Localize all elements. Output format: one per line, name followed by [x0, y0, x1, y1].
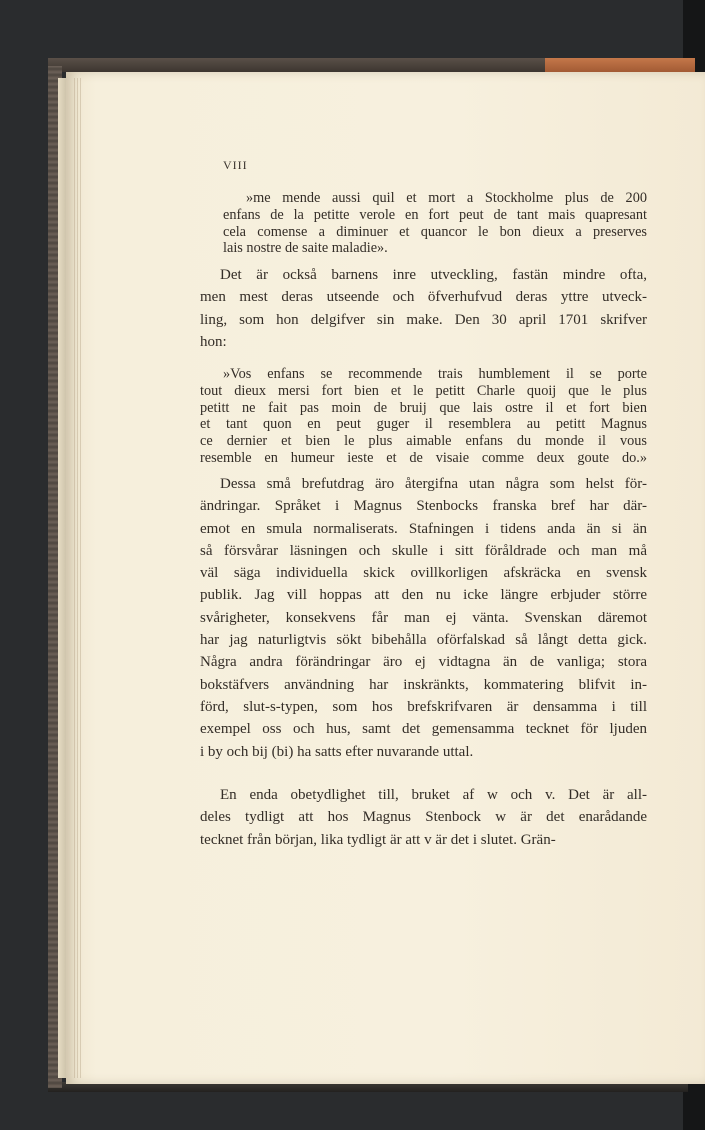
text-line: så försvårar läsningen och skulle i sitt föråldrade och man må — [200, 542, 647, 559]
text-line: emot en smula normaliserats. Stafningen i tidens anda än si än — [200, 520, 647, 537]
text-line: et tant quon en peut guger il resemblera au petitt Magnus — [200, 416, 647, 433]
text-line: En enda obetydlighet till, bruket af w och v. Det är all- — [220, 787, 647, 803]
text-line: Dessa små brefutdrag äro återgifna utan några som helst för- — [220, 476, 647, 492]
book-gutter — [58, 78, 66, 1078]
text-line: deles tydligt att hos Magnus Stenbock w är det enarådande — [200, 809, 647, 826]
text-line: i by och bij (bi) ha satts efter nuvarande uttal. — [200, 743, 474, 760]
quote-block-2 — [200, 366, 647, 467]
paragraph-1 — [200, 264, 647, 353]
text-line: lais nostre de saite maladie». — [223, 240, 388, 257]
text-line: ling, som hon delgifver sin make. Den 30 april 1701 skrifver — [200, 311, 647, 328]
text-line: men mest deras utseende och öfverhufvud deras yttre utveck- — [200, 289, 647, 306]
text-line: svårigheter, konsekvens får man ej vänta. Svenskan däremot — [200, 609, 647, 626]
text-line: cela comense a diminuer et quancor le bon dieux a preserves — [223, 223, 647, 240]
text-line: tout dieux mersi fort bien et le petitt Charle quoij que le plus — [200, 382, 647, 399]
text-line: förd, slut-s-typen, som hos brefskrifvaren är densamma i till — [200, 698, 647, 715]
text-line: »me mende aussi quil et mort a Stockholme plus de 200 — [246, 190, 647, 206]
text-line: exempel oss och hus, samt det gemensamma tecknet för ljuden — [200, 721, 647, 738]
paragraph-2 — [200, 473, 647, 763]
text-line: väl säga individuella skick ovillkorligen afskräcka en svensk — [200, 565, 647, 582]
quote-block-1 — [200, 190, 647, 257]
text-line: tecknet från början, lika tydligt är att v är det i slutet. Grän- — [200, 831, 556, 848]
text-line: bokstäfvers användning har inskränkts, kommatering blifvit in- — [200, 676, 647, 693]
page-number: VIII — [223, 158, 248, 172]
text-line: ce dernier et bien le plus aimable enfans du monde il vous — [200, 433, 647, 450]
text-line: resemble en humeur ieste et de visaie comme deux goute do.» — [200, 449, 647, 466]
text-line: petitt ne fait pas moin de bruij que lais ostre il et fort bien — [200, 399, 647, 416]
book-cover-corner — [545, 58, 695, 72]
text-line: hon: — [200, 333, 227, 350]
text-line: ändringar. Språket i Magnus Stenbocks franska bref har där- — [200, 498, 647, 515]
paragraph-3 — [200, 784, 647, 851]
text-line: enfans de la petitte verole en fort peut de tant mais quapresant — [223, 206, 647, 223]
text-line: har jag naturligtvis sökt bibehålla oförfalskad så långt detta gick. — [200, 632, 647, 649]
page-edges — [74, 78, 82, 1078]
text-line: Det är också barnens inre utveckling, fastän mindre ofta, — [220, 267, 647, 283]
text-line: publik. Jag vill hoppas att den nu icke längre erbjuder större — [200, 587, 647, 604]
text-line: »Vos enfans se recommende trais humblement il se porte — [223, 366, 647, 382]
text-line: Några andra förändringar äro ej vidtagna än de vanliga; stora — [200, 654, 647, 671]
